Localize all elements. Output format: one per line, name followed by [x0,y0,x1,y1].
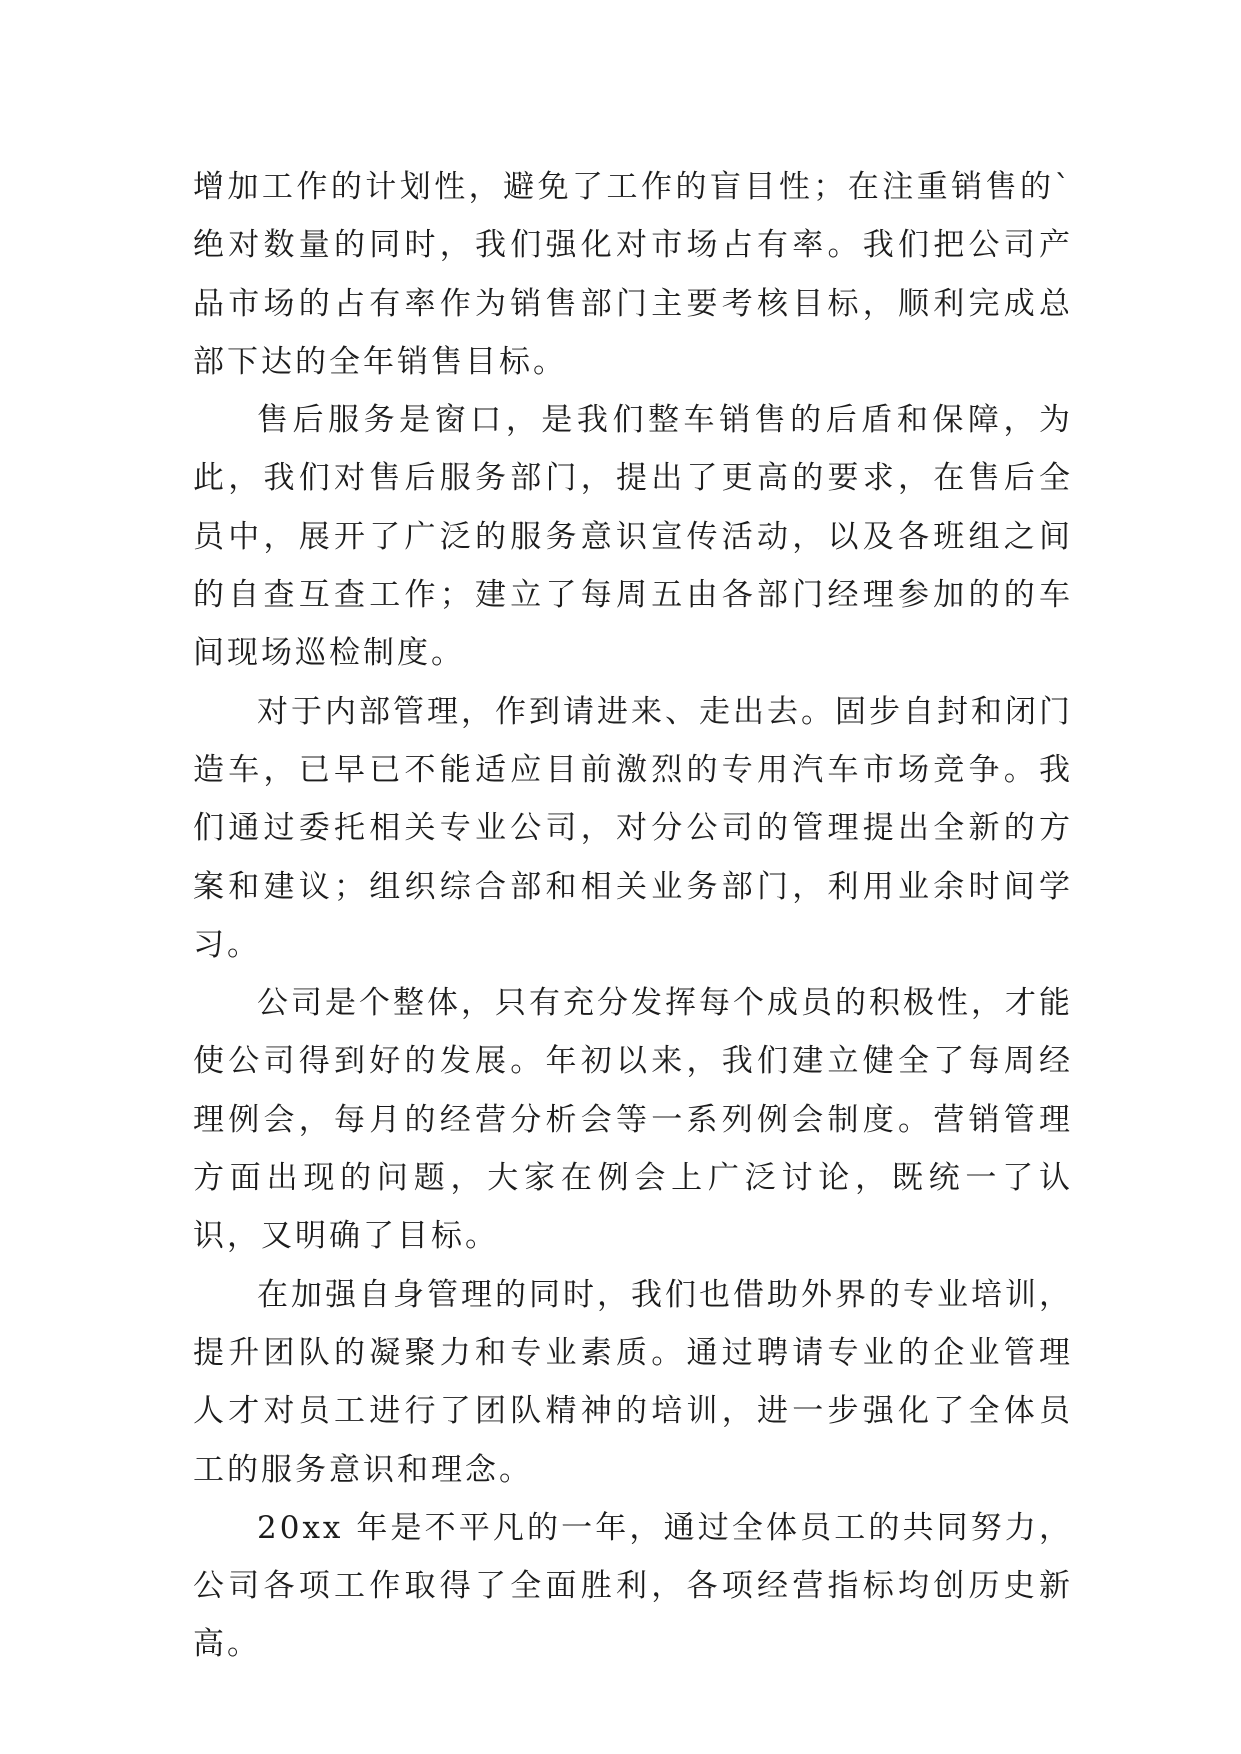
document-body [193,158,1073,1674]
paragraph-year-summary: 20xx 年是不平凡的一年，通过全体员工的共同努力，公司各项工作取得了全面胜利，各项经营指标均创历史新高。 [193,1509,1073,1663]
paragraph-sales-planning: 增加工作的计划性，避免了工作的盲目性；在注重销售的`绝对数量的同时，我们强化对市场占有率。我们把公司产品市场的占有率作为销售部门主要考核目标，顺利完成总部下达的全年销售目标。 [193,169,1073,380]
paragraph-after-sales-service: 售后服务是窗口，是我们整车销售的后盾和保障，为此，我们对售后服务部门，提出了更高的要求，在售后全员中，展开了广泛的服务意识宣传活动，以及各班组之间的自查互查工作；建立了每周五由各部门经理参加的的车间现场巡检制度。 [193,402,1073,672]
paragraph-internal-management: 对于内部管理，作到请进来、走出去。固步自封和闭门造车，已早已不能适应目前激烈的专用汽车市场竞争。我们通过委托相关专业公司，对分公司的管理提出全新的方案和建议；组织综合部和相关业务部门，利用业余时间学习。 [193,693,1073,963]
paragraph-professional-training: 在加强自身管理的同时，我们也借助外界的专业培训，提升团队的凝聚力和专业素质。通过聘请专业的企业管理人才对员工进行了团队精神的培训，进一步强化了全体员工的服务意识和理念。 [193,1276,1073,1488]
paragraph-company-teamwork: 公司是个整体，只有充分发挥每个成员的积极性，才能使公司得到好的发展。年初以来，我们建立健全了每周经理例会，每月的经营分析会等一系列例会制度。营销管理方面出现的问题，大家在例会上广泛讨论，既统一了认识，又明确了目标。 [193,985,1073,1255]
